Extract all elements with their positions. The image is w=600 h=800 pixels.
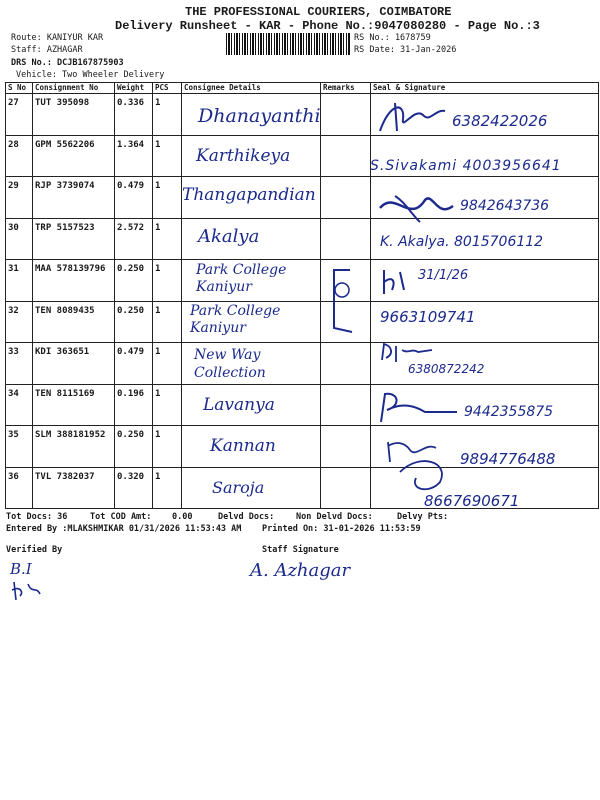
col-weight: Weight: [115, 83, 153, 94]
row-consignment: SLM 388181952: [35, 430, 106, 440]
row-sno: 28: [8, 139, 19, 150]
row-sno: 35: [8, 430, 19, 440]
row-pcs: 1: [155, 139, 161, 150]
signature-phone: 9663109741: [380, 308, 476, 326]
col-pcs: PCS: [153, 83, 182, 94]
row-weight: 0.320: [117, 471, 145, 482]
row-consignment: MAA 578139796: [35, 264, 106, 274]
signature-scribble: [375, 97, 450, 139]
row-pcs: 1: [155, 305, 161, 316]
row-consignment: KDI 363651: [35, 347, 90, 357]
row-pcs: 1: [155, 222, 161, 233]
row-sno: 29: [8, 181, 19, 191]
row-consignment: GPM 5562206: [35, 139, 95, 150]
consignee-handwriting: Park College Kaniyur: [190, 303, 281, 336]
barcode: [226, 33, 350, 55]
signature-phone: 9442355875: [464, 404, 554, 420]
signature-date: 31/1/26: [418, 268, 469, 283]
signature-phone: 9894776488: [460, 450, 556, 468]
row-pcs: 1: [155, 264, 161, 274]
row-sno: 30: [8, 222, 19, 233]
col-remarks: Remarks: [321, 83, 371, 94]
row-sno: 27: [8, 98, 19, 108]
consignee-handwriting: New Way Collection: [194, 347, 266, 381]
delivered-docs: Delvd Docs:: [218, 512, 275, 522]
row-consignment: TEN 8115169: [35, 388, 95, 399]
row-sno: 36: [8, 471, 19, 482]
col-consignment: Consignment No: [33, 83, 115, 94]
row-weight: 0.196: [117, 388, 145, 399]
signature-scribble: [378, 266, 418, 298]
signature-scribble: [375, 388, 465, 428]
table-header-row: [6, 83, 599, 94]
row-weight: 0.336: [117, 98, 145, 108]
row-pcs: 1: [155, 347, 161, 357]
runsheet-subtitle: Delivery Runsheet - KAR - Phone No.:9047080280 - Page No.:3: [115, 19, 540, 33]
total-cod-amount: 0.00: [172, 512, 193, 522]
consignee-handwriting: Kannan: [210, 436, 276, 456]
consignee-handwriting: Karthikeya: [196, 146, 291, 166]
row-weight: 0.250: [117, 305, 145, 316]
row-pcs: 1: [155, 471, 161, 482]
non-delivered-docs: Non Delvd Docs:: [296, 512, 373, 522]
signature-phone: S.Sivakami 4003956641: [370, 158, 562, 174]
route-label: Route: KANIYUR KAR: [11, 33, 104, 43]
consignee-handwriting: Saroja: [212, 478, 265, 497]
col-sno: S No: [6, 83, 33, 94]
total-docs: Tot Docs: 36: [6, 512, 68, 522]
col-consignee: Consignee Details: [182, 83, 321, 94]
signature-phone: 9842643736: [460, 198, 550, 214]
consignee-handwriting: Park College Kaniyur: [196, 262, 287, 295]
row-weight: 1.364: [117, 139, 145, 150]
signature-phone: 6382422026: [452, 112, 548, 130]
verified-by-label: Verified By: [6, 545, 63, 555]
row-consignment: TEN 8089435: [35, 305, 95, 316]
row-sno: 34: [8, 388, 19, 399]
consignee-handwriting: Akalya: [198, 226, 260, 247]
rs-date: RS Date: 31-Jan-2026: [354, 45, 457, 55]
col-signature: Seal & Signature: [371, 83, 599, 94]
row-consignment: TRP 5157523: [35, 222, 95, 233]
row-weight: 0.479: [117, 347, 145, 357]
row-consignment: TUT 395098: [35, 98, 90, 108]
row-pcs: 1: [155, 430, 161, 440]
row-weight: 0.479: [117, 181, 145, 191]
row-consignment: TVL 7382037: [35, 471, 95, 482]
signature-scribble: [375, 188, 460, 228]
verifier-scribble: [8, 576, 48, 604]
signature-phone: 8667690671: [424, 492, 520, 510]
verifier-initials: B.I: [10, 560, 32, 578]
consignee-handwriting: Thangapandian: [182, 185, 316, 205]
consignee-handwriting: Dhanayanthi: [198, 105, 321, 127]
staff-label: Staff: AZHAGAR: [11, 45, 83, 55]
vehicle-label: Vehicle: Two Wheeler Delivery: [16, 70, 165, 80]
rs-number: RS No.: 1678759: [354, 33, 431, 43]
row-weight: 0.250: [117, 430, 145, 440]
printed-on: Printed On: 31-01-2026 11:53:59: [262, 524, 421, 534]
row-sno: 32: [8, 305, 19, 316]
total-cod-label: Tot COD Amt:: [90, 512, 152, 522]
signature-phone: 6380872242: [408, 362, 485, 376]
table-row: [6, 343, 599, 385]
row-consignment: RJP 3739074: [35, 181, 95, 191]
signature-scribble: [380, 432, 470, 496]
staff-signature-label: Staff Signature: [262, 545, 339, 555]
remarks-bracket-mark: [328, 266, 358, 336]
row-pcs: 1: [155, 181, 161, 191]
staff-signature: A. Azhagar: [250, 560, 351, 581]
delivery-points: Delvy Pts:: [397, 512, 449, 522]
company-name: THE PROFESSIONAL COURIERS, COIMBATORE: [185, 5, 452, 19]
row-weight: 2.572: [117, 222, 145, 233]
row-sno: 31: [8, 264, 19, 274]
drs-number: DRS No.: DCJB167875903: [11, 58, 124, 68]
row-weight: 0.250: [117, 264, 145, 274]
signature-phone: K. Akalya. 8015706112: [380, 234, 544, 250]
row-pcs: 1: [155, 388, 161, 399]
row-pcs: 1: [155, 98, 161, 108]
row-sno: 33: [8, 347, 19, 357]
entered-by: Entered By :MLAKSHMIKAR 01/31/2026 11:53:43 AM: [6, 524, 242, 534]
consignee-handwriting: Lavanya: [203, 395, 275, 415]
